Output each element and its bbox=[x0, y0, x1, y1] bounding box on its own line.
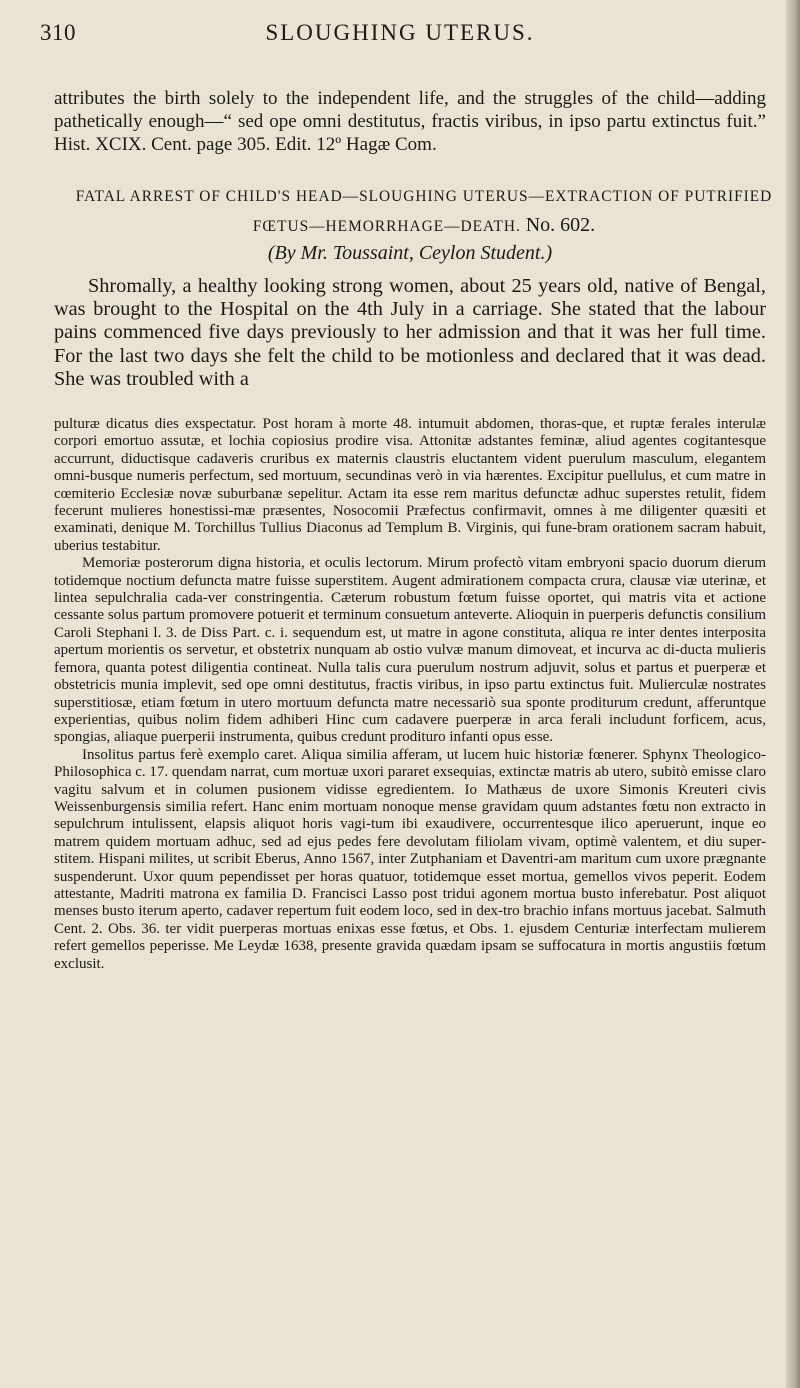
case-number: No. 602. bbox=[525, 214, 596, 236]
footnote-paragraph: Insolitus partus ferè exemplo caret. Aliqua similia afferam, ut lucem huic historiæ fœnerer. Sphynx Theologico-Philosophica c. 17. quendam narrat, cum mortuæ uxori pararet exsequias, extinctæ matris ab utero, subitò emisse claro vagitu salvum et in columen pusionem vidisse egredientem. Io Mathæus de uxore Simonis Kreuteri civis Weissenburgensis similia refert. Hanc enim mortuam nonoque mense gravidam quum adstantes fœtu non extracto in sepulchrum intulissent, elapsis aliquot horis vagi-tum ibi exaudivere, occurrentesque ilico aperuerunt, inque eo matrem quidem mortuam adhuc, sed ad ejus pedes fere devolutam filiolam vivam, optimè valentem, et diu super-stitem. Hispani milites, ut scribit Eberus, Anno 1567, inter Zutphaniam et Daventri-am maritum cum uxore prægnante suspenderunt. Uxor quum pependisset per horas quatuor, totidemque esset mortua, gemellos vivos peperit. Eodem attestante, Madriti matrona ex familia D. Francisci Lasso post tridui agonem mortua busto inferebatur. Post aliquot menses busto iterum aperto, cadaver repertum fuit eodem loco, sed in dex-tro brachio infans mortuus jacebat. Salmuth Cent. 2. Obs. 36. ter vidit puerperas mortuas enixas esse fœtus, et Obs. 1. ejusdem Centuriæ interfectam mulierem refert gemellos peperisse. Me Leydæ 1638, presente gravida quædam ipsam se suffocatura in mortis angustiis fœtum exclusit. bbox=[54, 746, 766, 972]
case-heading-title: FATAL ARREST OF CHILD'S HEAD—SLOUGHING UTERUS—EXTRACTION OF PUTRIFIED FŒTUS—HEMORRHAGE—DEATH. bbox=[75, 188, 773, 235]
byline: (By Mr. Toussaint, Ceylon Student.) bbox=[267, 242, 553, 264]
footnote-paragraph: pulturæ dicatus dies exspectatur. Post horam à morte 48. intumuit abdomen, thoras-que, et ruptæ ferales interulæ corpori emortuo assutæ, et lochia copiosius prodire visa. Attonitæ adstantes feminæ, aliud agentes cogitantesque accurrunt, diductisque cadaveris cruribus ex maternis claustris eluctantem vident puerulum masculum, elegantem omni-busque numeris perfectum, sed mortuum, secundinas verò in via hærentes. Excipitur puellulus, et cum matre in cœmiterio Ecclesiæ novæ suburbanæ sepelitur. Actam ita esse rem maritus defunctæ adhuc superstes retulit, fidem fecerunt mulieres honestissi-mæ præsentes, Nosocomii Præfectus confirmavit, omnes à me diligenter quæsiti et examinati, denique M. Torchillus Tullius Diaconus ad Templum B. Virginis, qui fune-bram orationem sacram habuit, uberius testabitur. bbox=[54, 416, 766, 554]
intro-paragraph: attributes the birth solely to the independent life, and the struggles of the child—adding pathetically enough—“ sed ope omni destitutus, fractis viribus, in ipso partu extinctus fuit.” Hist. XCIX. Cent. page 305. Edit. 12º Hagæ Com. bbox=[54, 88, 766, 155]
footnote-block bbox=[54, 416, 766, 973]
case-heading bbox=[74, 182, 774, 241]
case-body: Shromally, a healthy looking strong women, about 25 years old, native of Bengal, was brought to the Hospital on the 4th July in a carriage. She stated that the labour pains commenced five days previously to her admission and that it was her full time. For the last two days she felt the child to be motionless and declared that it was dead. She was troubled with a bbox=[54, 275, 766, 390]
page-header bbox=[40, 20, 760, 54]
page-edge-shadow bbox=[786, 0, 800, 1388]
footnote-paragraph: Memoriæ posterorum digna historia, et oculis lectorum. Mirum profectò vitam embryoni spacio duorum dierum totidemque noctium defuncta matre fuisse superstitem. Augent admirationem compacta crura, clausæ viæ uterinæ, et lintea sepulchralia cada-ver constringentia. Cæterum robustum fœtum fuisse oportet, qui matris vita et actione cessante solus partum promovere potuerit et terminum consuetum anteverte. Alioquin in puerperis defunctis consilium Caroli Stephani l. 3. de Diss Part. c. i. sequendum est, ut matre in agone constituta, aliqua re inter dentes interposita apertum morientis os servetur, et obstetrix nunquam ab ostio vulvæ manum dimoveat, et incurva ac di-ducta mulieris femora, quanta potest diligentia contineat. Nulla talis cura puerulum nostrum adjuvit, solus et partus et puerperæ et obstetricis munia implevit, sed ope omni destitutus, fractis viribus, in ipso partu extinctus fuit. Mulierculæ nostrates superstitiosæ, etiam fœtum in utero mortuum defuncta matre necessariò sua sponte proditurum credunt, afferuntque experientias, quibus nolim fidem adhiberi Hinc cum cadavere puerperæ in arca ferali includunt forficem, acus, spongias, aliaque puerperii instrumenta, quibus credunt prodituro infanti opus esse. bbox=[54, 555, 766, 746]
page-number: 310 bbox=[40, 20, 76, 45]
running-title: SLOUGHING UTERUS. bbox=[265, 20, 535, 45]
